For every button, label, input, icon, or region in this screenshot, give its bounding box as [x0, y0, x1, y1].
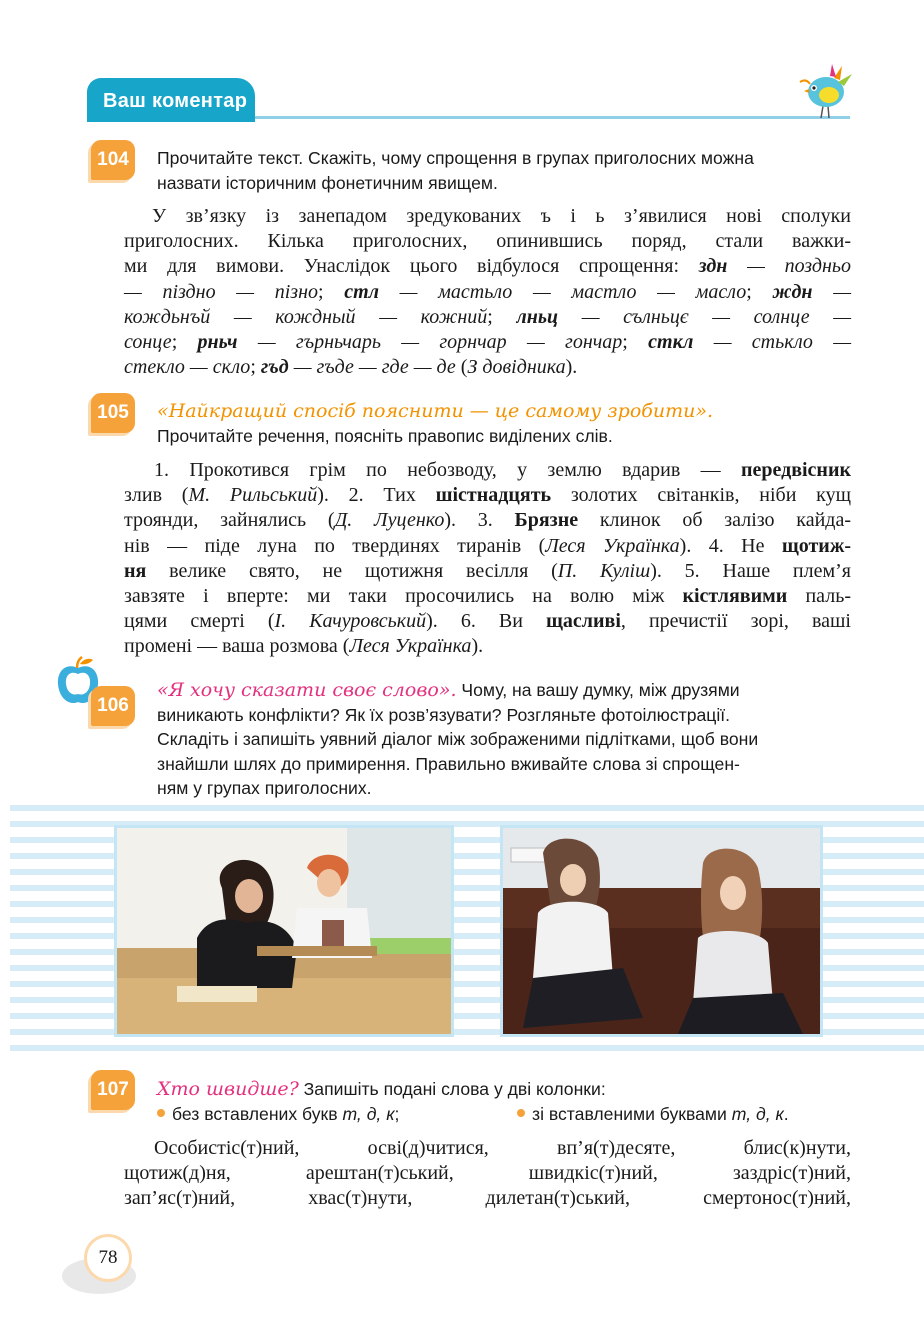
text-line: — піздно — пізно; стл — мастьло — мастло — масло; ждн — [124, 280, 852, 303]
photo-classroom [114, 825, 454, 1037]
text-line: промені — ваша розмова (Леся Українка). [124, 635, 484, 658]
task-line: виникають конфлікти? Як їх розв’язувати? Розгляньте фотоілюстрації. [157, 704, 731, 725]
task-line: Прочитайте речення, поясніть правопис виділених слів. [157, 426, 613, 446]
text-line: ми для вимови. Унаслідок цього відбулося спрощення: здн — поздньо [124, 255, 851, 278]
exercise-number-badge: 106 [91, 686, 135, 726]
text-line: У зв’язку із занепадом зредукованих ъ і ь з’явилися нові сполуки [152, 205, 851, 227]
exercise-text [124, 204, 851, 380]
task-line: знайшли шлях до примирення. Правильно вживайте слова зі спрощен- [157, 753, 740, 774]
text-line: Особистіс(т)ний, осві(д)читися, вп’я(т)десяте, блис(к)нути, [154, 1137, 851, 1159]
text-line: нів — піде луна по твердинях тиранів (Леся Українка). 4. Не щотиж- [124, 534, 851, 557]
text-line: зап’яс(т)ний, хвас(т)нути, дилетан(т)ський, смертонос(т)ний, [124, 1187, 851, 1210]
exercise-task [157, 678, 857, 801]
bullet-icon [157, 1109, 165, 1117]
text-line: щотиж(д)ня, арештан(т)ський, швидкіс(т)ний, заздріс(т)ний, [124, 1162, 851, 1185]
text-line: стекло — скло; гъд — гъде — где — де (З довідника). [124, 356, 578, 379]
task-line: ням у групах приголосних. [157, 778, 372, 798]
text-line: троянди, зайнялись (Д. Луценко). 3. Брязне клинок об залізо кайда- [124, 509, 851, 532]
exercise-heading: «Я хочу сказати своє слово». [157, 679, 457, 701]
text-line: сонце; рньч — гърньчарь — горнчар — гончар; сткл — стькло — [124, 331, 851, 354]
bullet-row [157, 1102, 857, 1127]
exercise-number-badge: 105 [91, 393, 135, 433]
task-line: Хто швидше? Запишіть подані слова у дві колонки: [157, 1078, 606, 1100]
exercise-number-badge: 104 [91, 140, 135, 180]
exercise-text [124, 1136, 851, 1212]
text-line: завзяте і вперте: ми таки просочились на волю між кістлявими паль- [124, 585, 851, 608]
exercise-task [157, 398, 713, 449]
task-line: назвати історичним фонетичним явищем. [157, 172, 498, 193]
text-line: кождьнъй — кождный — кожний; лньц — сълньцє — солнце — [124, 305, 851, 328]
text-line: 1. Прокотився грім по небозводу, у землю вдарив — передвісник [154, 459, 851, 481]
photo-two-girls [500, 825, 823, 1037]
bullet-item: без вставлених букв т, д, к; [157, 1102, 399, 1127]
text-line: ня велике свято, не щотижня весілля (П. Куліш). 5. Наше плем’я [124, 559, 851, 582]
task-line: Складіть і запишіть уявний діалог між зображеними підлітками, щоб вони [157, 729, 759, 749]
bullet-icon [517, 1109, 525, 1117]
exercise-heading: Хто швидше? [157, 1078, 299, 1100]
exercise-task [157, 1077, 857, 1127]
page-number: 78 [84, 1234, 132, 1282]
bird-icon [796, 62, 856, 120]
text-line: злив (М. Рильський). 2. Тих шістнадцять золотих світанків, ніби кущ [124, 484, 851, 507]
bullet-item: зі вставленими буквами т, д, к. [517, 1102, 789, 1127]
section-title: Ваш коментар [87, 78, 255, 122]
exercise-task [157, 146, 754, 195]
exercise-number-badge: 107 [91, 1070, 135, 1110]
text-line: приголосних. Кілька приголосних, опинившись поряд, стали важки- [124, 230, 851, 253]
exercise-text [124, 458, 851, 660]
exercise-heading: «Найкращий спосіб пояснити — це самому зробити». [157, 400, 714, 422]
task-line: «Я хочу сказати своє слово». Чому, на вашу думку, між друзями [157, 679, 740, 701]
task-line: Прочитайте текст. Скажіть, чому спрощення в групах приголосних можна [157, 148, 754, 168]
text-line: цями смерті (І. Качуровський). 6. Ви щасливі, пречистії зорі, ваші [124, 610, 851, 633]
